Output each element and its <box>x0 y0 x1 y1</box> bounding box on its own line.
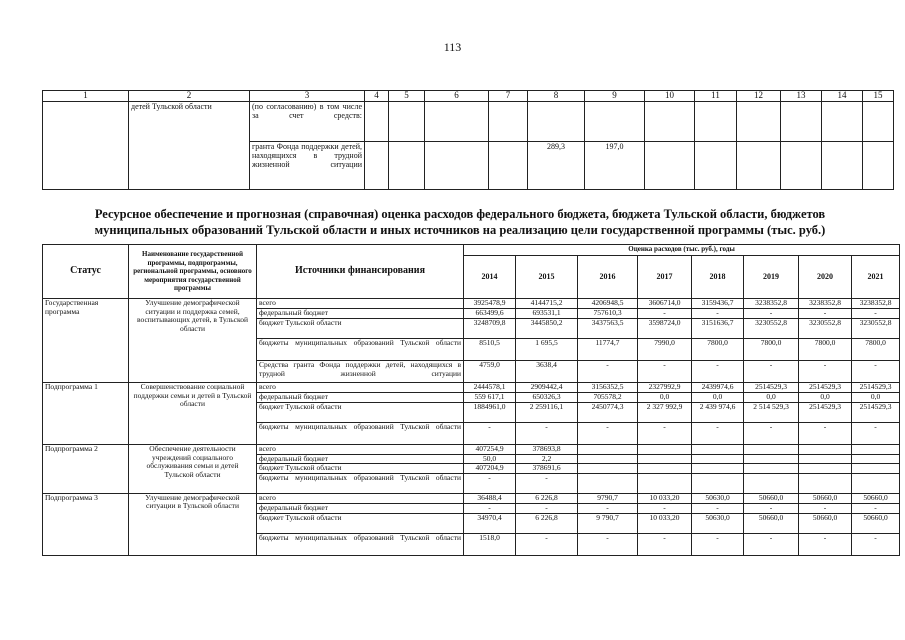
value-cell: 3230552,8 <box>799 319 852 339</box>
value-cell <box>799 473 852 493</box>
source-cell: федеральный бюджет <box>257 393 464 403</box>
table-row <box>43 493 900 503</box>
value-cell <box>852 473 900 493</box>
value-cell <box>744 464 799 474</box>
value-cell: - <box>464 503 516 513</box>
year-header-2019: 2019 <box>744 256 799 299</box>
top-value-8: 289,3 <box>528 142 585 190</box>
value-cell: - <box>464 473 516 493</box>
value-cell: - <box>692 423 744 445</box>
value-cell: 3598724,0 <box>638 319 692 339</box>
value-cell: - <box>744 503 799 513</box>
value-cell <box>852 454 900 464</box>
source-cell: бюджеты муниципальных образований Тульской области <box>257 533 464 555</box>
value-cell: 407204,9 <box>464 464 516 474</box>
value-cell: 3638,4 <box>516 361 578 383</box>
program-name-cell: Улучшение демографической ситуации и поддержка семей, воспитывающих детей, в Тульской области <box>129 299 257 383</box>
value-cell: 50660,0 <box>744 493 799 503</box>
value-cell: 378691,6 <box>516 464 578 474</box>
value-cell: - <box>692 503 744 513</box>
source-cell: Средства гранта Фонда поддержки детей, находящихся в трудной жизненной ситуации <box>257 361 464 383</box>
value-cell <box>692 454 744 464</box>
value-cell: 50660,0 <box>852 493 900 503</box>
value-cell: 6 226,8 <box>516 513 578 533</box>
value-cell: - <box>799 361 852 383</box>
year-header-2016: 2016 <box>578 256 638 299</box>
value-cell: 2450774,3 <box>578 403 638 423</box>
value-cell: 0,0 <box>638 393 692 403</box>
value-cell: - <box>638 533 692 555</box>
value-cell <box>799 445 852 455</box>
value-cell: 2514529,3 <box>799 383 852 393</box>
value-cell <box>692 445 744 455</box>
value-cell: 2909442,4 <box>516 383 578 393</box>
top-source-1: (по согласованию) в том числе за счет средств: <box>250 102 365 142</box>
column-number-14: 14 <box>822 91 863 102</box>
value-cell: - <box>799 309 852 319</box>
value-cell <box>578 473 638 493</box>
column-number-3: 3 <box>250 91 365 102</box>
source-cell: всего <box>257 299 464 309</box>
value-cell: - <box>744 361 799 383</box>
source-cell: бюджет Тульской области <box>257 464 464 474</box>
source-cell: всего <box>257 383 464 393</box>
column-number-6: 6 <box>425 91 489 102</box>
value-cell: 4206948,5 <box>578 299 638 309</box>
value-cell: 8510,5 <box>464 339 516 361</box>
top-table <box>42 90 894 190</box>
value-cell <box>638 445 692 455</box>
year-header-2020: 2020 <box>799 256 852 299</box>
value-cell: - <box>578 423 638 445</box>
value-cell <box>692 464 744 474</box>
value-cell <box>578 445 638 455</box>
value-cell: - <box>516 503 578 513</box>
value-cell: 50660,0 <box>744 513 799 533</box>
value-cell: 3925478,9 <box>464 299 516 309</box>
page-number: 113 <box>443 40 462 54</box>
status-cell: Государственная программа <box>43 299 129 383</box>
column-number-11: 11 <box>695 91 737 102</box>
year-header-2014: 2014 <box>464 256 516 299</box>
program-name-cell: Совершенствование социальной поддержки семьи и детей в Тульской области <box>129 383 257 445</box>
value-cell: - <box>799 533 852 555</box>
value-cell: 50660,0 <box>799 493 852 503</box>
value-cell: 2 327 992,9 <box>638 403 692 423</box>
value-cell: 3248709,8 <box>464 319 516 339</box>
value-cell: - <box>744 309 799 319</box>
column-number-2: 2 <box>129 91 250 102</box>
column-number-5: 5 <box>389 91 425 102</box>
column-number-4: 4 <box>365 91 389 102</box>
value-cell: - <box>692 533 744 555</box>
source-cell: всего <box>257 493 464 503</box>
source-cell: бюджеты муниципальных образований Тульской области <box>257 423 464 445</box>
source-cell: всего <box>257 445 464 455</box>
column-number-12: 12 <box>737 91 781 102</box>
column-number-15: 15 <box>863 91 894 102</box>
value-cell: - <box>516 423 578 445</box>
value-cell: - <box>578 533 638 555</box>
column-number-row <box>43 91 894 102</box>
value-cell: 2327992,9 <box>638 383 692 393</box>
value-cell: 2514529,3 <box>799 403 852 423</box>
value-cell: 3230552,8 <box>852 319 900 339</box>
value-cell <box>744 473 799 493</box>
top-source-2: гранта Фонда поддержки детей, находящихся в трудной жизненной ситуации <box>250 142 365 190</box>
value-cell: - <box>638 309 692 319</box>
column-number-7: 7 <box>489 91 528 102</box>
value-cell: 36488,4 <box>464 493 516 503</box>
value-cell: 3606714,0 <box>638 299 692 309</box>
value-cell: 1884961,0 <box>464 403 516 423</box>
value-cell: 3156352,5 <box>578 383 638 393</box>
value-cell: - <box>516 533 578 555</box>
value-cell: - <box>852 423 900 445</box>
value-cell <box>799 454 852 464</box>
value-cell: 7800,0 <box>744 339 799 361</box>
value-cell: - <box>799 503 852 513</box>
value-cell: 2 439 974,6 <box>692 403 744 423</box>
value-cell: 2444578,1 <box>464 383 516 393</box>
value-cell: 650326,3 <box>516 393 578 403</box>
year-header-2015: 2015 <box>516 256 578 299</box>
value-cell: 3238352,8 <box>799 299 852 309</box>
value-cell <box>744 445 799 455</box>
value-cell: - <box>638 361 692 383</box>
value-cell <box>638 454 692 464</box>
value-cell: 407254,9 <box>464 445 516 455</box>
value-cell: 3230552,8 <box>744 319 799 339</box>
column-number-8: 8 <box>528 91 585 102</box>
value-cell: - <box>799 423 852 445</box>
estimate-header: Оценка расходов (тыс. руб.), годы <box>464 245 900 256</box>
value-cell: 4144715,2 <box>516 299 578 309</box>
value-cell: - <box>516 473 578 493</box>
column-number-13: 13 <box>781 91 822 102</box>
value-cell: - <box>578 503 638 513</box>
source-cell: федеральный бюджет <box>257 503 464 513</box>
value-cell: 559 617,1 <box>464 393 516 403</box>
value-cell: 11774,7 <box>578 339 638 361</box>
value-cell: 2,2 <box>516 454 578 464</box>
value-cell: 1 695,5 <box>516 339 578 361</box>
value-cell: 7800,0 <box>692 339 744 361</box>
value-cell: 3445850,2 <box>516 319 578 339</box>
year-header-2021: 2021 <box>852 256 900 299</box>
section-heading: Ресурсное обеспечение и прогнозная (справочная) оценка расходов федерального бюджета, бюджета Тульской области, бюджетов муниципальных образований Тульской области и иных источников на реализацию цели государственной программы (тыс. руб.) <box>94 207 826 237</box>
value-cell <box>852 464 900 474</box>
value-cell: 0,0 <box>799 393 852 403</box>
source-cell: бюджет Тульской области <box>257 513 464 533</box>
value-cell: - <box>744 423 799 445</box>
value-cell <box>852 445 900 455</box>
value-cell: 2514529,3 <box>852 403 900 423</box>
value-cell: 10 033,20 <box>638 493 692 503</box>
value-cell: - <box>464 423 516 445</box>
column-number-9: 9 <box>585 91 645 102</box>
status-cell: Подпрограмма 3 <box>43 493 129 555</box>
value-cell: 705578,2 <box>578 393 638 403</box>
program-name-cell: Улучшение демографической ситуации в Тульской области <box>129 493 257 555</box>
value-cell <box>692 473 744 493</box>
value-cell <box>578 464 638 474</box>
value-cell: 10 033,20 <box>638 513 692 533</box>
value-cell: 50630,0 <box>692 493 744 503</box>
value-cell: 0,0 <box>692 393 744 403</box>
value-cell: 693531,1 <box>516 309 578 319</box>
value-cell: 4759,0 <box>464 361 516 383</box>
value-cell: 7800,0 <box>852 339 900 361</box>
source-cell: бюджеты муниципальных образований Тульской области <box>257 339 464 361</box>
column-number-1: 1 <box>43 91 129 102</box>
table-row <box>43 383 900 393</box>
value-cell: 3151636,7 <box>692 319 744 339</box>
value-cell: 378693,8 <box>516 445 578 455</box>
value-cell: - <box>638 503 692 513</box>
status-cell: Подпрограмма 1 <box>43 383 129 445</box>
value-cell: - <box>852 533 900 555</box>
name-header: Наименование государственной программы, подпрограммы, региональной программы, основного мероприятия государственной программы <box>129 245 257 299</box>
value-cell: - <box>852 361 900 383</box>
value-cell: 9790,7 <box>578 493 638 503</box>
value-cell <box>578 454 638 464</box>
column-number-10: 10 <box>645 91 695 102</box>
value-cell: - <box>578 361 638 383</box>
value-cell: 757610,3 <box>578 309 638 319</box>
value-cell: 50630,0 <box>692 513 744 533</box>
value-cell: 2 514 529,3 <box>744 403 799 423</box>
status-header: Статус <box>43 245 129 299</box>
top-col2-text: детей Тульской области <box>129 102 250 190</box>
value-cell: 7990,0 <box>638 339 692 361</box>
table-row <box>43 445 900 455</box>
value-cell <box>799 464 852 474</box>
value-cell: 3238352,8 <box>744 299 799 309</box>
value-cell: - <box>692 309 744 319</box>
year-header-2017: 2017 <box>638 256 692 299</box>
value-cell: 2514529,3 <box>744 383 799 393</box>
source-cell: бюджеты муниципальных образований Тульской области <box>257 473 464 493</box>
value-cell: 3238352,8 <box>852 299 900 309</box>
sources-header: Источники финансирования <box>257 245 464 299</box>
table-row <box>43 299 900 309</box>
value-cell <box>638 473 692 493</box>
value-cell: 50660,0 <box>852 513 900 533</box>
value-cell: - <box>744 533 799 555</box>
value-cell: 0,0 <box>744 393 799 403</box>
program-name-cell: Обеспечение деятельности учреждений социального обслуживания семьи и детей Тульской области <box>129 445 257 494</box>
value-cell: - <box>692 361 744 383</box>
value-cell: - <box>852 309 900 319</box>
value-cell: 50,0 <box>464 454 516 464</box>
source-cell: федеральный бюджет <box>257 309 464 319</box>
top-value-9: 197,0 <box>585 142 645 190</box>
value-cell: 0,0 <box>852 393 900 403</box>
value-cell: 1518,0 <box>464 533 516 555</box>
source-cell: бюджет Тульской области <box>257 319 464 339</box>
status-cell: Подпрограмма 2 <box>43 445 129 494</box>
value-cell: 2439974,6 <box>692 383 744 393</box>
value-cell: 9 790,7 <box>578 513 638 533</box>
value-cell: 2514529,3 <box>852 383 900 393</box>
value-cell: 6 226,8 <box>516 493 578 503</box>
value-cell: - <box>638 423 692 445</box>
year-header-2018: 2018 <box>692 256 744 299</box>
value-cell: - <box>852 503 900 513</box>
source-cell: бюджет Тульской области <box>257 403 464 423</box>
value-cell: 7800,0 <box>799 339 852 361</box>
value-cell: 3437563,5 <box>578 319 638 339</box>
value-cell: 663499,6 <box>464 309 516 319</box>
expenditure-table <box>42 244 900 556</box>
value-cell <box>744 454 799 464</box>
source-cell: федеральный бюджет <box>257 454 464 464</box>
value-cell: 3159436,7 <box>692 299 744 309</box>
value-cell: 50660,0 <box>799 513 852 533</box>
value-cell <box>638 464 692 474</box>
value-cell: 34970,4 <box>464 513 516 533</box>
value-cell: 2 259116,1 <box>516 403 578 423</box>
